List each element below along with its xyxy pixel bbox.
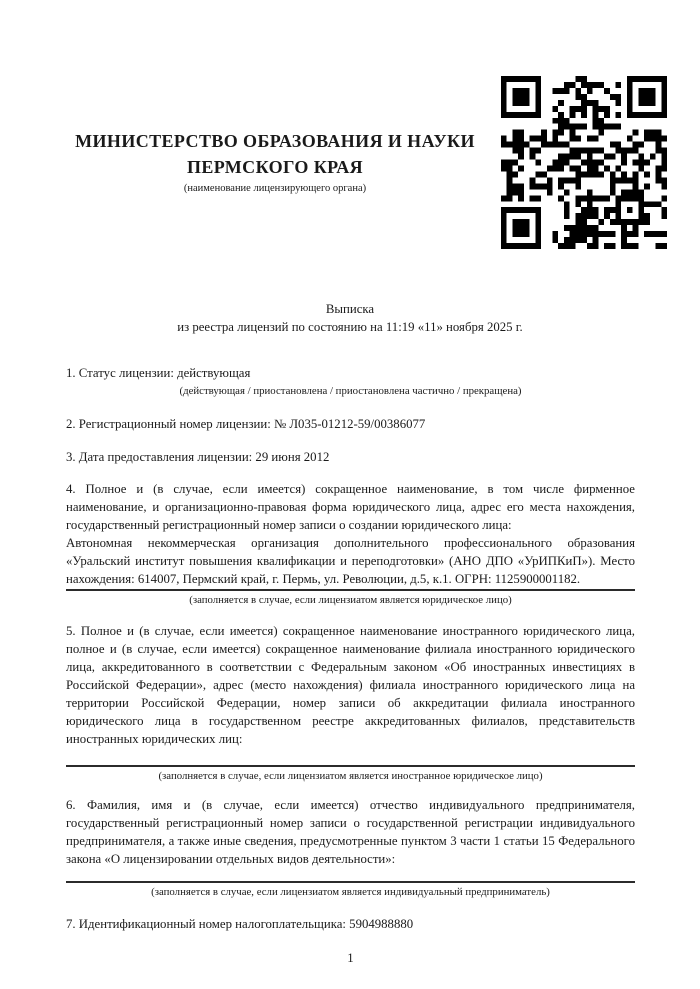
item-registration-number bbox=[66, 415, 635, 433]
legal-entity-value: Автономная некоммерческая организация дополнительного профессионального образования «Уральский институт повышения квалификации и переподготовки» (АНО ДПО «УрИПКиП»). Место нахождения: 614007, Пермский край, г. Пермь, ул. Революции, д.5, к.1. ОГРН: 1125900001182. bbox=[66, 536, 635, 586]
foreign-entity-label: 5. Полное и (в случае, если имеется) сокращенное наименование иностранного юридического лица, полное и (в случае, если имеется) сокращенное наименование филиала иностранного юридического лица, аккредитованного в соответствии с Федеральным законом «Об иностранных инвестициях в Российской Федерации», адрес (место нахождения) филиала иностранного юридического лица на территории Российской Федерации, номер записи об аккредитации филиала иностранного юридического лица в государственном реестре аккредитованных филиалов, представительств иностранных юридических лиц: bbox=[66, 624, 635, 746]
extract-title: Выписка bbox=[325, 302, 375, 316]
extract-heading bbox=[0, 300, 700, 336]
foreign-entity-blank-field-line bbox=[66, 765, 635, 767]
registration-number-text: 2. Регистрационный номер лицензии: № Л035-01212-59/00386077 bbox=[66, 417, 426, 431]
item-legal-entity bbox=[66, 480, 635, 607]
ministry-header bbox=[60, 0, 490, 196]
qr-code bbox=[501, 76, 667, 249]
legal-entity-divider bbox=[66, 589, 635, 591]
license-status-options-caption: (действующая / приостановлена / приостановлена частично / прекращена) bbox=[179, 385, 522, 397]
licensing-authority-caption: (наименование лицензирующего органа) bbox=[183, 183, 367, 194]
item-taxpayer-number bbox=[66, 915, 635, 933]
license-status-text: 1. Статус лицензии: действующая bbox=[66, 366, 251, 380]
taxpayer-number-text: 7. Идентификационный номер налогоплательщика: 5904988880 bbox=[66, 917, 414, 931]
legal-entity-label: 4. Полное и (в случае, если имеется) сокращенное наименование, в том числе фирменное наименование, и организационно-правовая форма юридического лица, адрес его места нахождения, государственный регистрационный номер записи о создании юридического лица: bbox=[66, 482, 635, 532]
item-license-grant-date bbox=[66, 448, 635, 466]
individual-entrepreneur-caption: (заполняется в случае, если лицензиатом является индивидуальный предприниматель) bbox=[151, 886, 550, 898]
license-grant-date-text: 3. Дата предоставления лицензии: 29 июня 2012 bbox=[66, 450, 330, 464]
item-individual-entrepreneur bbox=[66, 796, 635, 899]
ministry-name-line2: ПЕРМСКОГО КРАЯ bbox=[186, 157, 364, 177]
foreign-entity-caption: (заполняется в случае, если лицензиатом является иностранное юридическое лицо) bbox=[158, 770, 543, 782]
item-foreign-entity bbox=[66, 622, 635, 783]
extract-subtitle: из реестра лицензий по состоянию на 11:19 «11» ноября 2025 г. bbox=[177, 320, 523, 334]
individual-entrepreneur-blank-field-line bbox=[66, 881, 635, 883]
document-body bbox=[66, 364, 635, 967]
individual-entrepreneur-label: 6. Фамилия, имя и (в случае, если имеется) отчество индивидуального предпринимателя, государственный регистрационный номер записи о государственной регистрации индивидуального предпринимателя, а также иные сведения, предусмотренные пунктом 3 части 1 статьи 15 Федерального закона «О лицензировании отдельных видов деятельности»: bbox=[66, 798, 635, 866]
item-license-status bbox=[66, 364, 635, 398]
legal-entity-caption: (заполняется в случае, если лицензиатом является юридическое лицо) bbox=[189, 594, 512, 606]
page-number: 1 bbox=[347, 951, 354, 965]
ministry-name-line1: МИНИСТЕРСТВО ОБРАЗОВАНИЯ И НАУКИ bbox=[75, 131, 475, 151]
